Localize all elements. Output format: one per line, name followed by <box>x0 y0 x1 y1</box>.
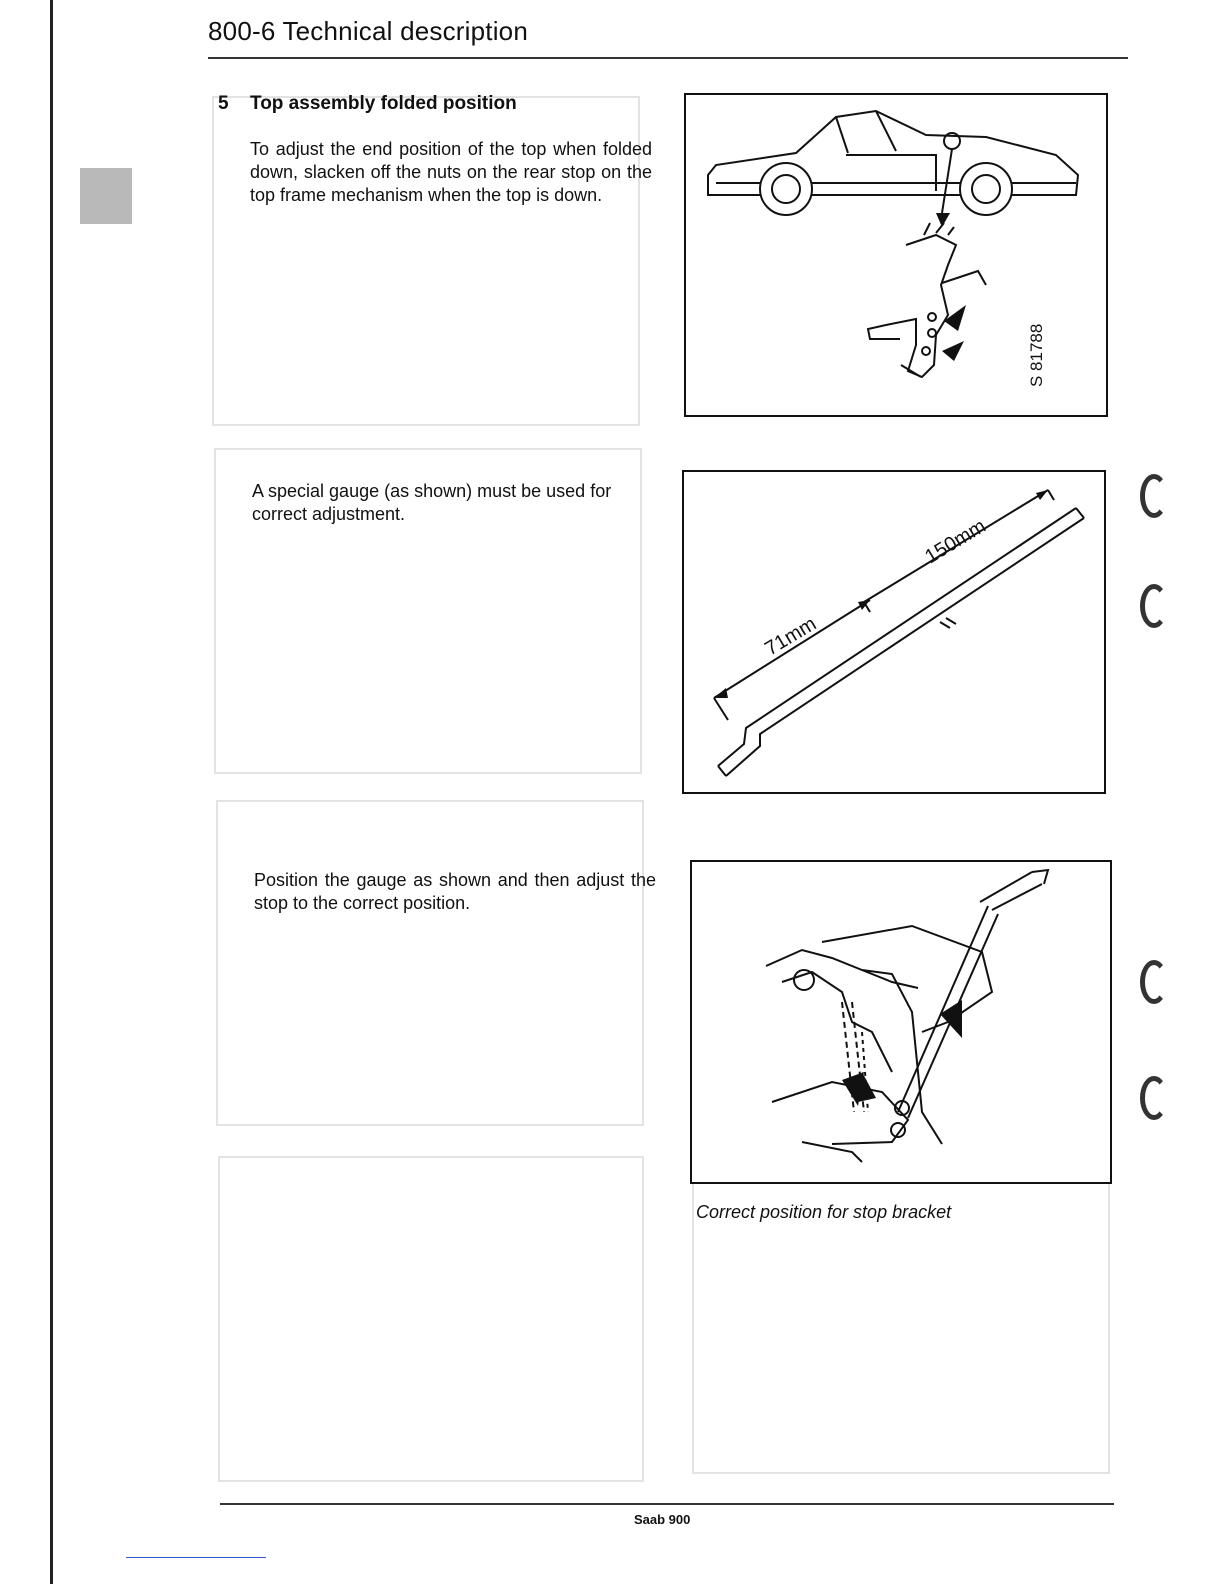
footer-divider <box>220 1503 1114 1505</box>
gauge-illustration <box>684 472 1104 792</box>
instruction-paragraph-1: To adjust the end position of the top when folded down, slacken off the nuts on the rear stop on the top frame mechanism when the top is down. <box>250 139 652 205</box>
page-edge-shadow <box>50 0 53 1584</box>
gauge-length-71-label: 71mm <box>761 612 821 661</box>
binder-ring-hole <box>1140 474 1168 518</box>
header-divider <box>208 57 1128 59</box>
page-header-title: 800-6 Technical description <box>208 16 529 46</box>
stop-bracket-illustration <box>692 862 1110 1182</box>
car-illustration <box>686 95 1106 415</box>
bleed-through-box <box>218 1156 644 1482</box>
bleed-through-box <box>692 1180 1110 1474</box>
binder-ring-hole <box>1140 584 1168 628</box>
page-tab-marker <box>80 168 132 224</box>
bleed-through-box <box>216 800 644 1126</box>
figure-special-gauge <box>682 470 1106 794</box>
binder-ring-hole <box>1140 1076 1168 1120</box>
instruction-paragraph-2: A special gauge (as shown) must be used for correct adjustment. <box>252 481 612 524</box>
binder-ring-hole <box>1140 960 1168 1004</box>
figure-caption: Correct position for stop bracket <box>696 1202 952 1222</box>
figure-code-label: S 81788 <box>1027 323 1046 387</box>
section-number: 5 <box>218 93 229 114</box>
figure-car-rear-stop <box>684 93 1108 417</box>
section-title: Top assembly folded position <box>250 93 517 114</box>
figure-stop-bracket-position <box>690 860 1112 1184</box>
footer-model-name: Saab 900 <box>634 1512 691 1527</box>
gauge-length-150-label: 150mm <box>921 515 990 569</box>
scan-artifact-line <box>126 1557 266 1558</box>
instruction-paragraph-3: Position the gauge as shown and then adjust the stop to the correct position. <box>254 870 656 913</box>
